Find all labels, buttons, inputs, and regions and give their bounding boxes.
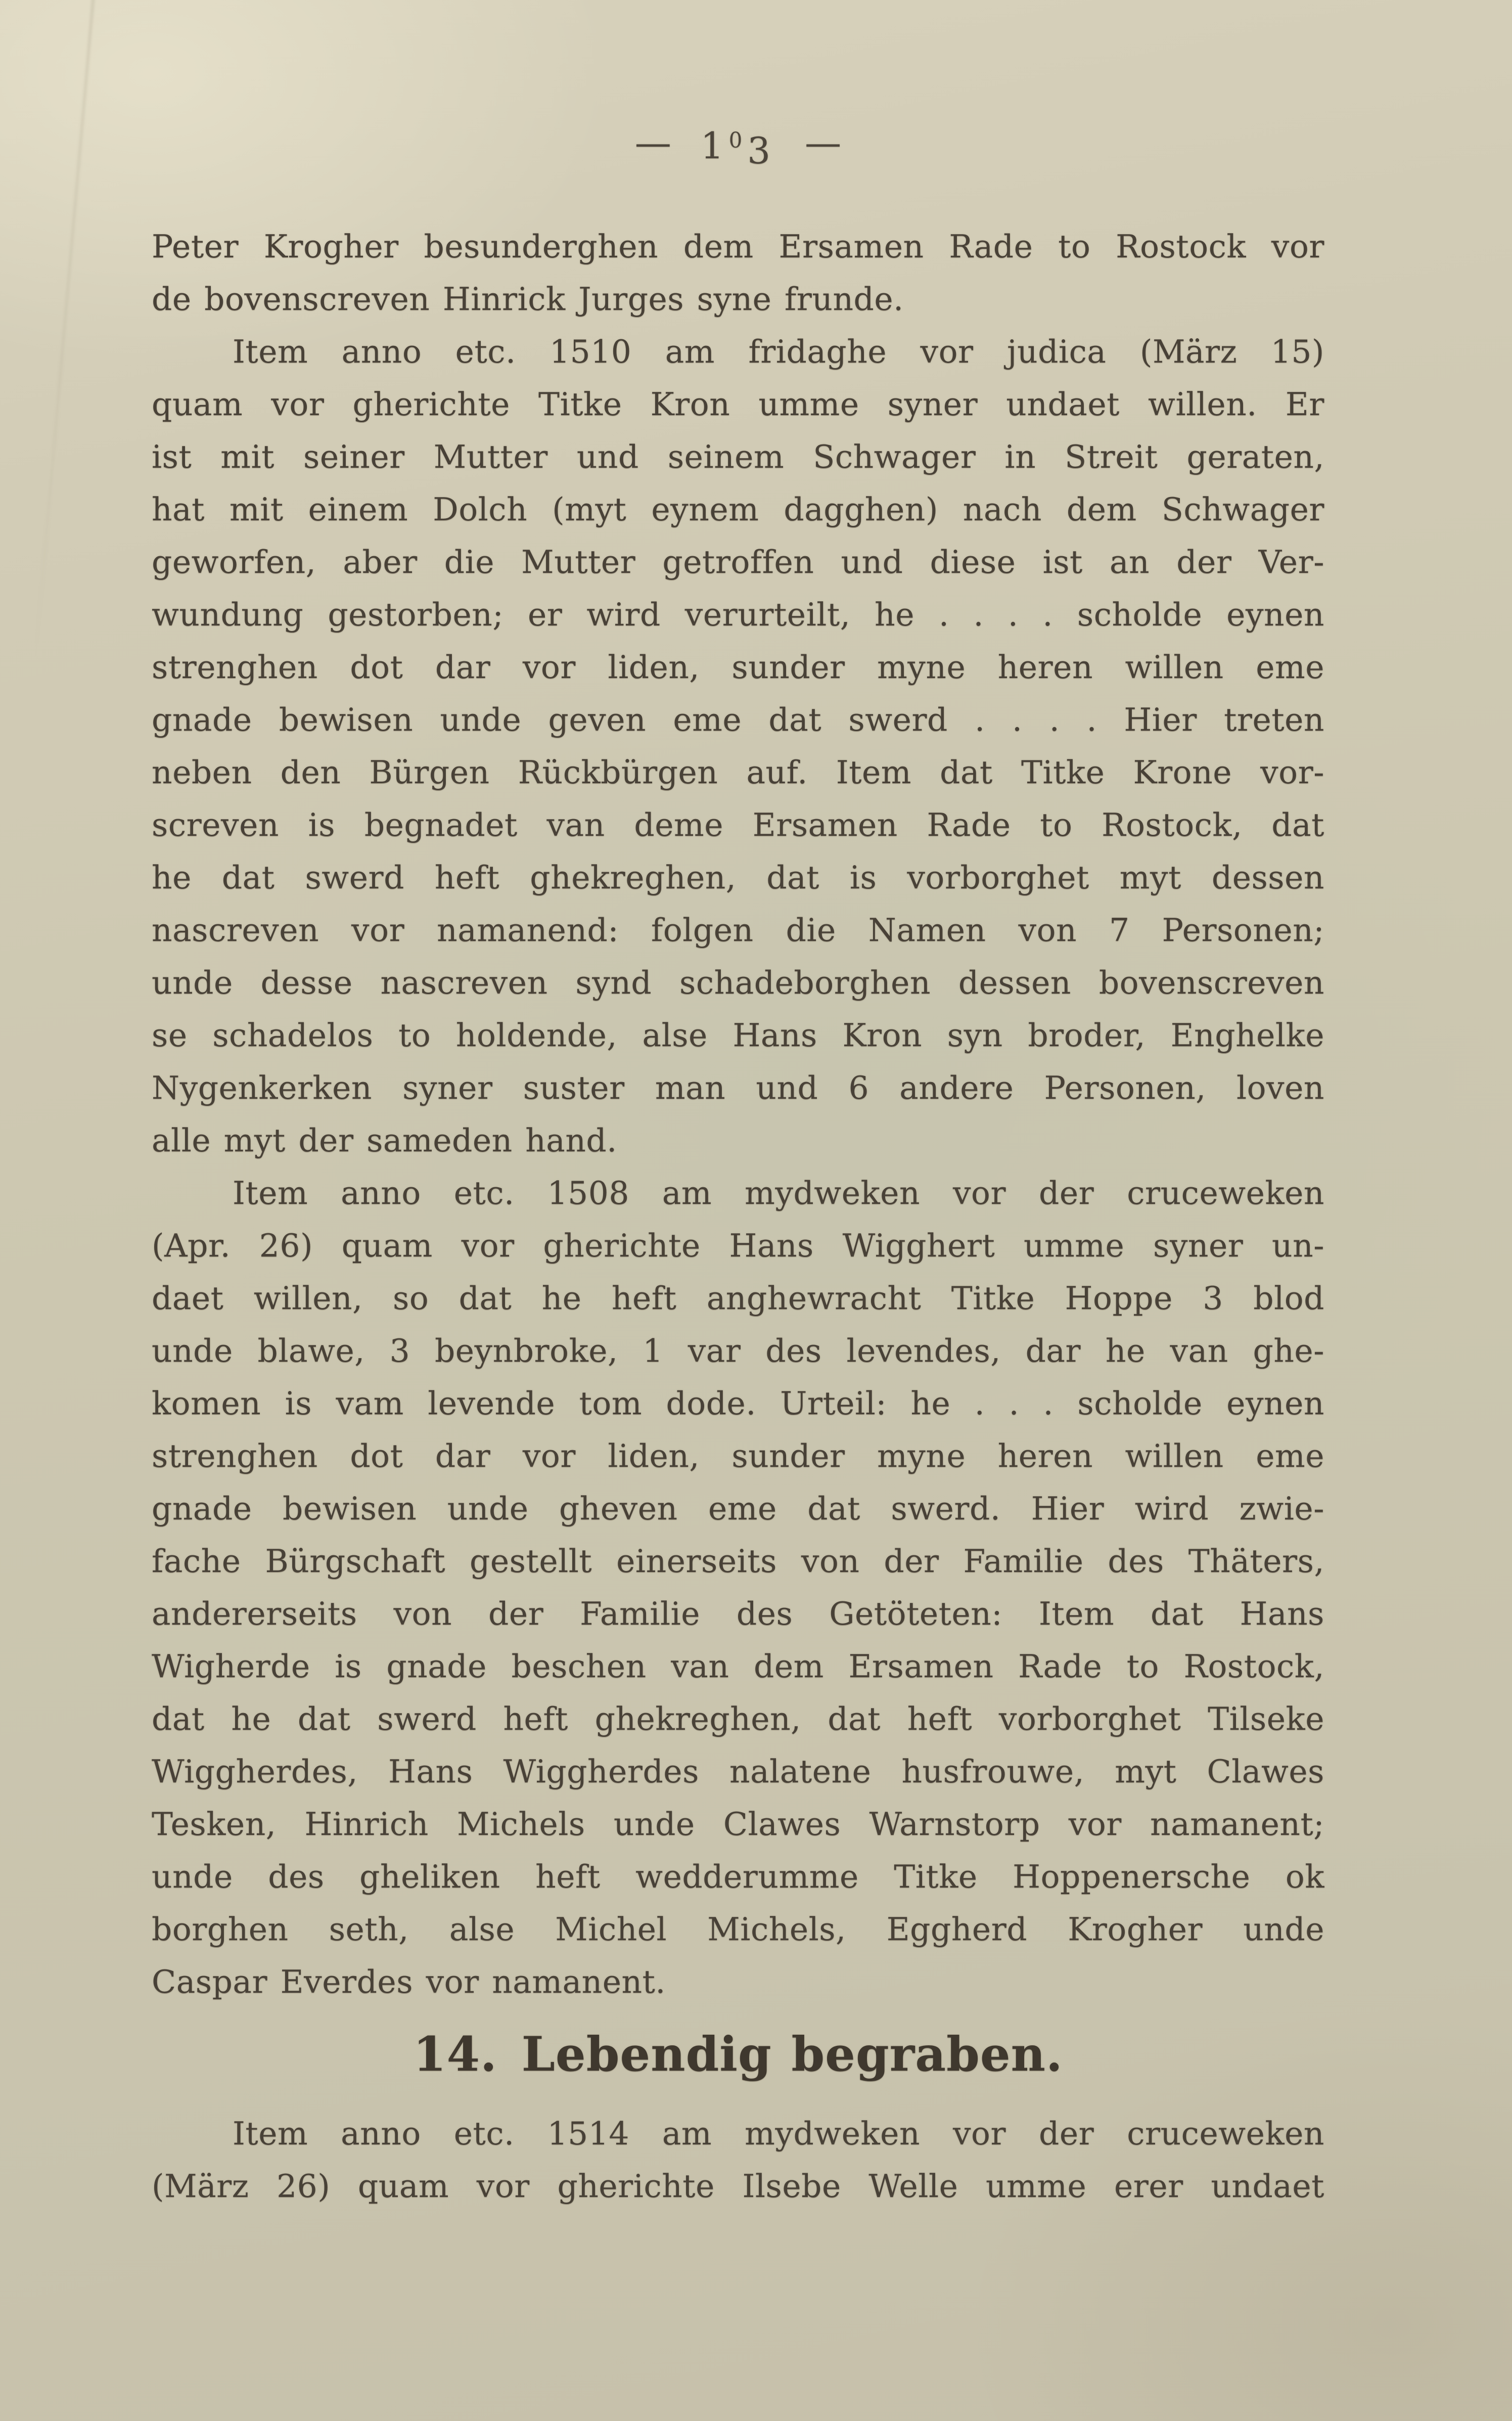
paper-crease	[28, 0, 96, 737]
text-line: daet willen, so dat he heft anghewracht Titke Hoppe 3 blod	[152, 1280, 1324, 1317]
text-line: Caspar Everdes vor namanent.	[152, 1963, 666, 2000]
page-number-digit: 3	[747, 129, 776, 172]
text-line: Item anno etc. 1510 am fridaghe vor judica (März 15)	[233, 333, 1324, 370]
text-line: se schadelos to holdende, alse Hans Kron syn broder, Enghelke	[152, 1017, 1324, 1054]
text-line: strenghen dot dar vor liden, sunder myne heren willen eme	[152, 1438, 1324, 1474]
section-heading	[152, 2022, 1324, 2087]
text-line: andererseits von der Familie des Getöteten: Item dat Hans	[152, 1595, 1324, 1632]
text-line: alle myt der sameden hand.	[152, 1122, 617, 1159]
text-line: nascreven vor namanend: folgen die Namen von 7 Personen;	[152, 912, 1324, 949]
page-number-digit: 1	[700, 124, 729, 167]
page-number-row	[152, 120, 1324, 176]
text-line: unde des gheliken heft wedderumme Titke Hoppenersche ok	[152, 1858, 1324, 1895]
text-line: unde blawe, 3 beynbroke, 1 var des levendes, dar he van ghe-	[152, 1332, 1324, 1369]
text-line: Wiggherdes, Hans Wiggherdes nalatene husfrouwe, myt Clawes	[152, 1753, 1324, 1790]
text-line: komen is vam levende tom dode. Urteil: he . . . scholde eynen	[152, 1385, 1324, 1422]
text-line: Tesken, Hinrich Michels unde Clawes Warnstorp vor namanent;	[152, 1806, 1324, 1843]
section-heading-number: 14.	[413, 2027, 497, 2082]
text-line: de bovenscreven Hinrick Jurges syne frunde.	[152, 281, 904, 318]
text-line: strenghen dot dar vor liden, sunder myne heren willen eme	[152, 649, 1324, 686]
text-line: dat he dat swerd heft ghekreghen, dat heft vorborghet Tilseke	[152, 1700, 1324, 1737]
page-number-dash-left: —	[634, 121, 671, 164]
text-line: gnade bewisen unde geven eme dat swerd . . . . Hier treten	[152, 701, 1324, 738]
page-number-dash-right: —	[805, 121, 842, 164]
text-line: fache Bürgschaft gestellt einerseits von der Familie des Thäters,	[152, 1543, 1324, 1580]
text-line: quam vor gherichte Titke Kron umme syner undaet willen. Er	[152, 386, 1324, 423]
text-line: wundung gestorben; er wird verurteilt, he . . . . scholde eynen	[152, 596, 1324, 633]
text-line: Wigherde is gnade beschen van dem Ersamen Rade to Rostock,	[152, 1648, 1324, 1685]
text-line: (Apr. 26) quam vor gherichte Hans Wigghert umme syner un-	[152, 1227, 1324, 1264]
text-line: Item anno etc. 1514 am mydweken vor der cruceweken	[233, 2115, 1324, 2152]
text-line: Peter Krogher besunderghen dem Ersamen Rade to Rostock vor	[152, 228, 1324, 265]
page-number	[700, 124, 776, 172]
text-line: neben den Bürgen Rückbürgen auf. Item dat Titke Krone vor-	[152, 754, 1324, 791]
text-line: Item anno etc. 1508 am mydweken vor der cruceweken	[233, 1175, 1324, 1212]
text-line: geworfen, aber die Mutter getroffen und diese ist an der Ver-	[152, 544, 1324, 580]
page-number-digit: 0	[728, 127, 748, 153]
text-line: ist mit seiner Mutter und seinem Schwager in Streit geraten,	[152, 438, 1324, 475]
text-line: (März 26) quam vor gherichte Ilsebe Welle umme erer undaet	[152, 2168, 1324, 2205]
text-line: gnade bewisen unde gheven eme dat swerd. Hier wird zwie-	[152, 1490, 1324, 1527]
text-line: hat mit einem Dolch (myt eynem dagghen) nach dem Schwager	[152, 491, 1324, 528]
text-line: screven is begnadet van deme Ersamen Rade to Rostock, dat	[152, 806, 1324, 843]
text-line: he dat swerd heft ghekreghen, dat is vorborghet myt dessen	[152, 859, 1324, 896]
text-line: Nygenkerken syner suster man und 6 andere Personen, loven	[152, 1069, 1324, 1106]
text-block	[152, 220, 1324, 2213]
text-line: unde desse nascreven synd schadeborghen dessen bovenscreven	[152, 964, 1324, 1001]
text-line: borghen seth, alse Michel Michels, Eggherd Krogher unde	[152, 1911, 1324, 1948]
section-heading-title: Lebendig begraben.	[521, 2027, 1063, 2082]
